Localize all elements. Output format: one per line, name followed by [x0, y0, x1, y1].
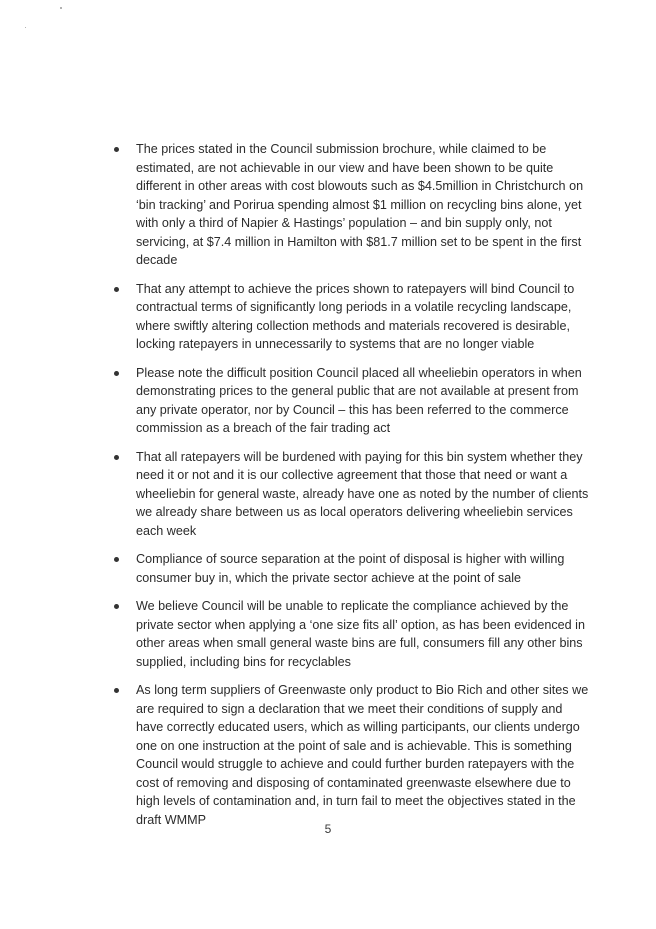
bullet-dot-icon — [114, 455, 119, 460]
bullet-text: That all ratepayers will be burdened with paying for this bin system whether they need it or not and it is our collective agreement that those that need or want a wheeliebin for general waste, already have one as noted by the number of clients we already share between us as local operators delivering wheeliebin services each week — [136, 449, 589, 538]
bullet-item — [111, 550, 589, 587]
bullet-dot-icon — [114, 688, 119, 693]
scan-speck — [60, 7, 62, 9]
bullet-item — [111, 681, 589, 829]
bullet-list — [111, 140, 589, 839]
bullet-text: We believe Council will be unable to replicate the compliance achieved by the private sector when applying a ‘one size fits all’ option, as has been evidenced in other areas when small general waste bins are full, consumers fill any other bins supplied, including bins for recyclables — [136, 599, 585, 669]
bullet-text: As long term suppliers of Greenwaste only product to Bio Rich and other sites we are required to sign a declaration that we meet their conditions of supply and have correctly educated users, which as willing participants, our clients undergo one on one instruction at the point of sale and is achievable. This is something Council would struggle to achieve and could further burden ratepayers with the cost of removing and disposing of contaminated greenwaste elsewhere due to high levels of contamination and, in turn fail to meet the objectives stated in the draft WMMP — [136, 683, 589, 827]
bullet-dot-icon — [114, 287, 119, 292]
bullet-text: Compliance of source separation at the point of disposal is higher with willing consumer buy in, which the private sector achieve at the point of sale — [136, 552, 565, 585]
scan-speck — [25, 27, 26, 28]
bullet-text: The prices stated in the Council submission brochure, while claimed to be estimated, are not achievable in our view and have been shown to be quite different in other areas with cost blowouts such as $4.5million in Christchurch on ‘bin tracking’ and Porirua spending almost $1 million on recycling bins alone, yet with only a third of Napier & Hastings’ population – and bin supply only, not servicing, at $7.4 million in Hamilton with $81.7 million set to be spent in the first decade — [136, 142, 584, 267]
bullet-item — [111, 140, 589, 270]
bullet-item — [111, 448, 589, 541]
bullet-item — [111, 280, 589, 354]
bullet-dot-icon — [114, 371, 119, 376]
bullet-text: Please note the difficult position Council placed all wheeliebin operators in when demonstrating prices to the general public that are not available at present from any private operator, nor by Council – this has been referred to the commerce commission as a breach of the fair trading act — [136, 365, 582, 435]
bullet-dot-icon — [114, 604, 119, 609]
bullet-item — [111, 364, 589, 438]
bullet-text: That any attempt to achieve the prices shown to ratepayers will bind Council to contractual terms of significantly long periods in a volatile recycling landscape, where swiftly altering collection methods and materials recovered is desirable, locking ratepayers in unnecessarily to systems that are no longer viable — [136, 281, 575, 351]
bullet-item — [111, 597, 589, 671]
bullet-dot-icon — [114, 557, 119, 562]
page-number: 5 — [324, 822, 332, 836]
bullet-dot-icon — [114, 147, 119, 152]
